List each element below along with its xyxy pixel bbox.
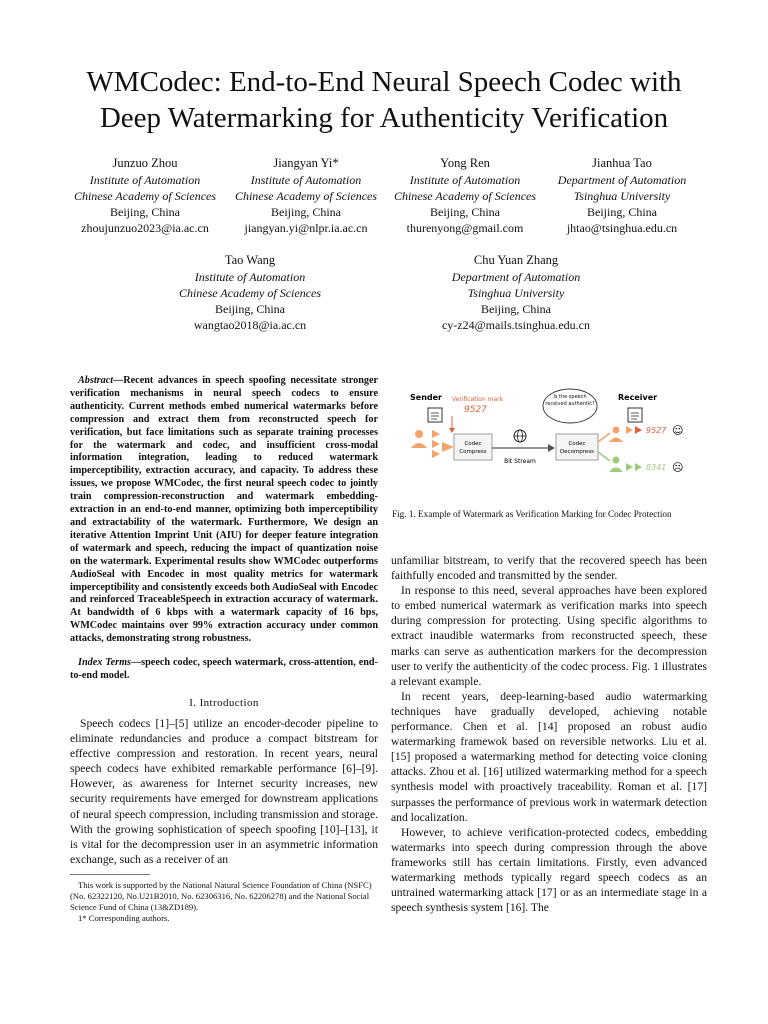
figure-1-caption: Fig. 1. Example of Watermark as Verification Marking for Codec Protection bbox=[392, 509, 672, 519]
abstract bbox=[70, 375, 378, 646]
title-line-2: Deep Watermarking for Authenticity Verification bbox=[99, 102, 669, 134]
abstract-lead: Abstract bbox=[78, 375, 114, 386]
bad-extracted-value: 8341 bbox=[646, 463, 667, 472]
paper-title bbox=[30, 64, 738, 136]
author-name: Tao Wang bbox=[224, 253, 276, 267]
figure-1-diagram bbox=[402, 386, 712, 486]
footnotes bbox=[70, 880, 378, 924]
author-affiliation: Institute of Automation bbox=[194, 270, 306, 284]
good-extracted-value: 9527 bbox=[646, 426, 667, 435]
index-terms-body: —speech codec, speech watermark, cross-attention, end-to-end model. bbox=[70, 657, 378, 681]
author-name: Jianhua Tao bbox=[592, 156, 652, 170]
codec-decompress-label-1: Codec bbox=[568, 441, 586, 447]
codec-compress-box bbox=[454, 434, 492, 460]
section-heading-introduction: I. Introduction bbox=[189, 697, 259, 709]
author-email[interactable]: jhtao@tsinghua.edu.cn bbox=[566, 221, 678, 235]
author-affiliation: Chinese Academy of Sciences bbox=[73, 189, 217, 203]
index-terms-lead: Index Terms bbox=[78, 657, 131, 668]
codec-compress-label-1: Codec bbox=[464, 441, 482, 447]
sender-label: Sender bbox=[410, 393, 442, 402]
author-email[interactable]: thurenyong@gmail.com bbox=[406, 221, 524, 235]
paragraph: Speech codecs [1]–[5] utilize an encoder-decoder pipeline to eliminate redundancies and produce a compact bitstream for effective compression and restoration. In recent years, neural speech codecs have exhibited remarkable performance [6]–[9]. However, as awareness for Internet security increases, new security requirements have emerged for downstream applications of neural speech compression, including transmission and storage. With the growing sophistication of speech spoofing [10]–[13], it is vital for the decompression user in an asymmetric information exchange, such as a receiver of an bbox=[70, 717, 378, 866]
footnote-rule bbox=[70, 874, 150, 875]
author-5 bbox=[160, 252, 340, 333]
bitstream-arrowhead bbox=[548, 444, 555, 452]
paragraph: However, to achieve verification-protected codecs, embedding watermarks into speech during compression through the above frameworks still has certain limitations. Firstly, even advanced watermarking methods typically regard speech codecs as an untrained watermarking attack [17] or as an intermediate stage in a speech synthesis system [16]. The bbox=[391, 825, 707, 915]
author-email[interactable]: jiangyan.yi@nlpr.ia.ac.cn bbox=[244, 221, 368, 235]
author-affiliation: Chinese Academy of Sciences bbox=[178, 286, 322, 300]
author-affiliation: Chinese Academy of Sciences bbox=[393, 189, 537, 203]
author-affiliation: Tsinghua University bbox=[467, 286, 565, 300]
abstract-body: —Recent advances in speech spoofing necessitate stronger verification mechanisms in neural speech codecs to ensure authenticity. Current methods embed numerical watermarks before compression and extract them from reconstructed speech for verification, but face limitations such as separate training processes for the watermark and codec, and insufficient cross-modal information integration, leading to reduced watermark imperceptibility, extraction accuracy, and capacity. To address these issues, we propose WMCodec, the first neural speech codec to jointly train compression-reconstruction and watermark embedding-extraction in an end-to-end manner, optimizing both imperceptibility and extractability of the watermark. Furthermore, We design an iterative Attention Imprint Unit (AIU) for deeper feature integration of watermark and speech, reducing the impact of quantization noise on the watermark. Experimental results show WMCodec outperforms AudioSeal with Encodec in most quality metrics for watermark imperceptibility and consistently exceeds both AudioSeal with Encodec and reinforced TraceableSpeech in extraction accuracy of watermark. At bandwidth of 6 kbps with a watermark capacity of 16 bps, WMCodec maintains over 99% extraction accuracy under common attacks, demonstrating strong robustness. bbox=[70, 375, 378, 645]
happy-face-icon: ☺ bbox=[672, 424, 684, 437]
author-name: Chu Yuan Zhang bbox=[473, 253, 559, 267]
verification-mark-value: 9527 bbox=[464, 405, 487, 415]
codec-decompress-box bbox=[556, 434, 598, 460]
good-branch-line bbox=[598, 433, 610, 442]
author-affiliation: Institute of Automation bbox=[250, 173, 362, 187]
author-city: Beijing, China bbox=[430, 205, 500, 219]
bad-wave-icon bbox=[626, 463, 633, 471]
author-name: Jiangyan Yi* bbox=[273, 156, 339, 170]
sender-speech-waves-icon bbox=[432, 430, 440, 458]
author-6 bbox=[426, 252, 606, 333]
author-affiliation: Department of Automation bbox=[451, 270, 581, 284]
author-4 bbox=[532, 155, 712, 236]
bad-branch-line bbox=[598, 452, 610, 461]
author-affiliation: Institute of Automation bbox=[89, 173, 201, 187]
author-email[interactable]: zhoujunzuo2023@ia.ac.cn bbox=[81, 221, 209, 235]
codec-compress-label-2: Compress bbox=[459, 449, 487, 455]
good-wave-icon bbox=[626, 426, 633, 434]
author-email[interactable]: cy-z24@mails.tsinghua.edu.cn bbox=[441, 318, 590, 332]
mark-arrowhead bbox=[449, 428, 455, 433]
sad-face-icon: ☹ bbox=[672, 461, 684, 474]
sender-document-icon bbox=[428, 408, 442, 422]
receiver-document-icon bbox=[628, 408, 642, 422]
author-affiliation: Department of Automation bbox=[557, 173, 687, 187]
paragraph: unfamiliar bitstream, to verify that the recovered speech has been faithfully encoded and transmitted by the sender. bbox=[391, 554, 707, 583]
author-name: Yong Ren bbox=[440, 156, 490, 170]
author-name: Junzuo Zhou bbox=[112, 156, 178, 170]
question-text-box bbox=[545, 394, 595, 420]
author-1 bbox=[55, 155, 235, 236]
paragraph: In response to this need, several approaches have been explored to embed numerical watermark as verification marks into speech during compression for protecting. Using specific algorithms to extract inaudible watermarks from reconstructed speech, these marks can serve as authentication markers for the decompression user to verify the authenticity of the codec process. Fig. 1 illustrates a relevant example. bbox=[391, 584, 707, 688]
bad-arrow-icon bbox=[635, 463, 642, 471]
author-affiliation: Tsinghua University bbox=[573, 189, 671, 203]
paragraph: In recent years, deep-learning-based audio watermarking techniques have gradually developed, achieving notable performance. Chen et al. [14] proposed an robust audio watermarking framewok based on reversible networks. Liu et al. [15] proposed a watermarking method for detecting voice cloning attacks. Zhou et al. [16] utilized watermarking method for a speech synthesis model with proactively traceability. Roman et al. [17] surpasses the performance of previous work in watermark detection and localization. bbox=[391, 689, 707, 824]
receiver-bad-person-icon bbox=[609, 457, 623, 473]
author-affiliation: Chinese Academy of Sciences bbox=[234, 189, 378, 203]
sender-person-icon bbox=[411, 430, 427, 448]
index-terms bbox=[70, 657, 378, 683]
left-column-text bbox=[70, 716, 378, 867]
author-city: Beijing, China bbox=[587, 205, 657, 219]
author-affiliation: Institute of Automation bbox=[409, 173, 521, 187]
figure-1 bbox=[402, 386, 712, 486]
footnote-corresponding: 1* Corresponding authors. bbox=[78, 913, 170, 923]
right-column-text bbox=[391, 553, 707, 915]
globe-icon bbox=[514, 430, 526, 442]
author-3 bbox=[375, 155, 555, 236]
title-line-1: WMCodec: End-to-End Neural Speech Codec with bbox=[86, 66, 682, 98]
codec-decompress-label-2: Decompress bbox=[559, 449, 595, 455]
verification-mark-label: Verification mark bbox=[452, 396, 504, 403]
author-city: Beijing, China bbox=[110, 205, 180, 219]
author-city: Beijing, China bbox=[215, 302, 285, 316]
bitstream-label: Bit Stream bbox=[504, 458, 536, 465]
author-city: Beijing, China bbox=[271, 205, 341, 219]
input-arrow bbox=[442, 442, 454, 452]
author-city: Beijing, China bbox=[481, 302, 551, 316]
footnote-funding: This work is supported by the National Natural Science Foundation of China (NSFC) (No. 62322120, No.U21B2010, No. 62306316, No. 62206278) and the National Social Science Fund of China (13&ZD189). bbox=[70, 880, 372, 912]
question-text: Is the speech received authentic? bbox=[545, 394, 595, 407]
receiver-good-person-icon bbox=[609, 427, 623, 443]
good-arrow-icon bbox=[635, 426, 642, 434]
author-2 bbox=[216, 155, 396, 236]
receiver-label: Receiver bbox=[618, 393, 658, 402]
author-email[interactable]: wangtao2018@ia.ac.cn bbox=[193, 318, 307, 332]
